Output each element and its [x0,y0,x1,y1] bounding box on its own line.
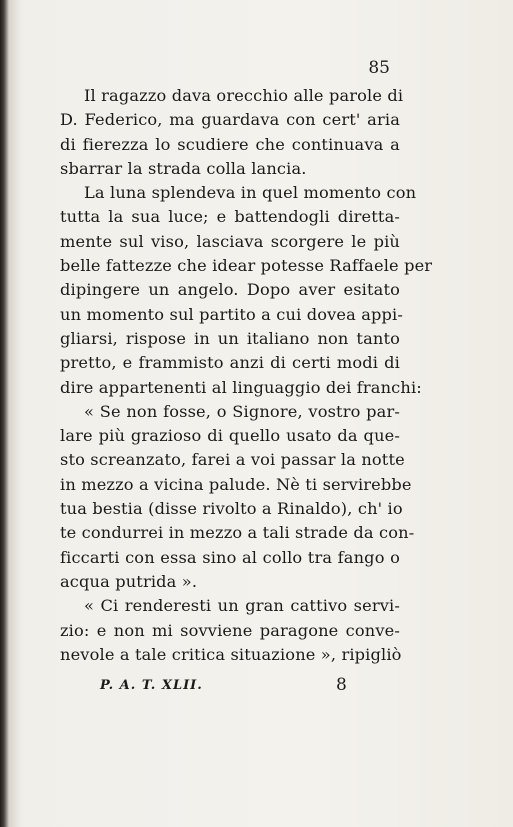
text-line: pretto, e frammisto anzi di certi modi di [60,353,400,373]
text-line: Il ragazzo dava orecchio alle parole di [84,86,404,105]
text-line: tua bestia (disse rivolto a Rinaldo), ch' io [60,499,403,519]
text-line: zio: e non mi sovviene paragone conve- [60,620,400,640]
text-line: lare più grazioso di quello usato da que- [60,426,400,446]
text-line: La luna splendeva in quel momento con [84,183,417,203]
text-line: un momento sul partito a cui dovea appi- [60,304,403,324]
printer-signature [100,675,360,697]
text-line: « Ci renderesti un gran cattivo servi- [84,596,400,616]
text-line: dipingere un angelo. Dopo aver esitato [60,280,400,300]
signature-mark: P. A. T. XLII. [100,678,203,693]
text-line: tutta la sua luce; e battendogli diretta- [60,207,400,227]
text-line: nevole a tale critica situazione », ripigliò [60,644,402,664]
page-number: 85 [368,58,390,78]
text-line: belle fattezze che idear potesse Raffaele per [60,256,433,276]
text-line: mente sul viso, lasciava scorgere le più [60,231,400,251]
text-line: in mezzo a vicina palude. Nè ti servirebbe [60,474,412,494]
body-text [60,84,433,667]
signature-number: 8 [336,675,347,695]
text-line: te condurrei in mezzo a tali strade da con- [60,523,415,543]
text-line: ficcarti con essa sino al collo tra fango o [60,547,400,567]
text-line: « Se non fosse, o Signore, vostro par- [84,401,400,421]
text-line: di fierezza lo scudiere che continuava a [60,134,400,154]
text-line: gliarsi, rispose in un italiano non tanto [60,328,400,348]
text-line: sto screanzato, farei a voi passar la notte [60,450,405,470]
text-line: dire appartenenti al linguaggio dei franchi: [60,377,422,397]
text-line: sbarrar la strada colla lancia. [60,158,307,178]
text-line: D. Federico, ma guardava con cert' aria [60,110,400,130]
text-line: acqua putrida ». [60,571,198,591]
